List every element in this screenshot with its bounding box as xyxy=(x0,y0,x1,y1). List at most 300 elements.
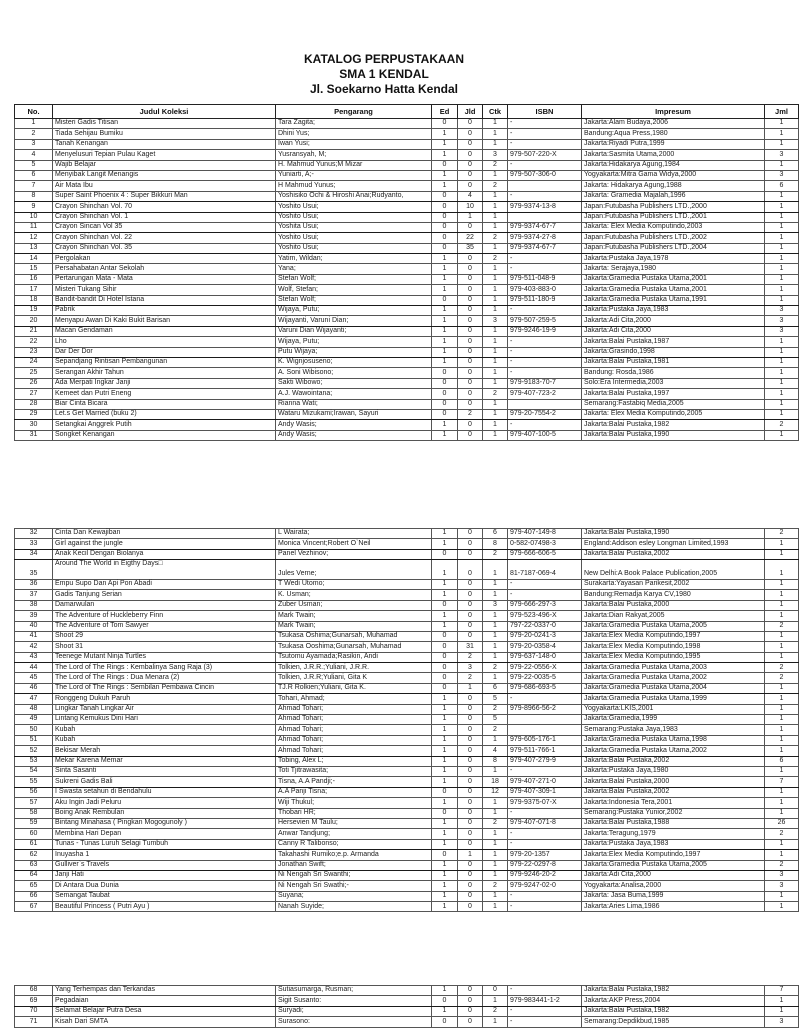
cell-no: 35 xyxy=(15,560,53,580)
cell-impresum: Jakarta:Sasmita Utama,2000 xyxy=(582,150,765,160)
cell-jml: 6 xyxy=(765,756,799,766)
cell-impresum: Jakarta:Adi Cita,2000 xyxy=(582,870,765,880)
cell-no: 16 xyxy=(15,274,53,284)
cell-jld: 0 xyxy=(458,368,483,378)
cell-ctk: 6 xyxy=(483,529,508,539)
cell-impresum: Yogyakarta:Analisa,2000 xyxy=(582,881,765,891)
cell-jld: 2 xyxy=(458,652,483,662)
cell-impresum: Jakarta:Gramedia Pustaka Utama,2001 xyxy=(582,285,765,295)
cell-jld: 0 xyxy=(458,160,483,170)
cell-judul-koleksi: Gadis Tanjung Serian xyxy=(53,590,276,600)
cell-jml: 7 xyxy=(765,777,799,787)
cell-pengarang: Ahmad Tohari; xyxy=(276,715,432,725)
cell-ed: 0 xyxy=(432,233,458,243)
cell-ed: 1 xyxy=(432,611,458,621)
table-row xyxy=(15,860,799,870)
cell-jld: 0 xyxy=(458,839,483,849)
cell-pengarang: Monica Vincent;Robert O`Neil xyxy=(276,539,432,549)
cell-jml: 1 xyxy=(765,337,799,347)
column-header-isbn: ISBN xyxy=(508,105,582,119)
table-row xyxy=(15,694,799,704)
cell-impresum: Jakarta:Elex Media Komputindo,1997 xyxy=(582,631,765,641)
cell-ed: 0 xyxy=(432,996,458,1006)
cell-no: 36 xyxy=(15,579,53,589)
cell-pengarang: Ahmad Tohari; xyxy=(276,725,432,735)
cell-ctk: 1 xyxy=(483,139,508,149)
cell-pengarang: Wijayanti, Varuni Dian; xyxy=(276,316,432,326)
cell-ctk: 6 xyxy=(483,683,508,693)
cell-ctk: 1 xyxy=(483,652,508,662)
cell-impresum: Jakarta: Elex Media Komputindo,2003 xyxy=(582,222,765,232)
column-header-no: No. xyxy=(15,105,53,119)
cell-ctk: 1 xyxy=(483,808,508,818)
cell-impresum: Jakarta:Balai Pustaka,1982 xyxy=(582,1006,765,1016)
cell-judul-koleksi: Super Saint Phoenix 4 : Super Bikkuri Man xyxy=(53,191,276,201)
cell-isbn: - xyxy=(508,264,582,274)
cell-jld: 0 xyxy=(458,621,483,631)
cell-impresum: Japan:Futubasha Publishers LTD.,2004 xyxy=(582,243,765,253)
cell-isbn: 979-22-0297-8 xyxy=(508,860,582,870)
cell-judul-koleksi: Crayon Shinchan Vol. 35 xyxy=(53,243,276,253)
cell-no: 50 xyxy=(15,725,53,735)
cell-ed: 1 xyxy=(432,139,458,149)
cell-no: 25 xyxy=(15,368,53,378)
cell-impresum: Jakarta:Pustaka Jaya,1978 xyxy=(582,254,765,264)
cell-ed: 0 xyxy=(432,409,458,419)
cell-judul-koleksi: Kisah Dari SMTA xyxy=(53,1017,276,1027)
cell-ed: 0 xyxy=(432,212,458,222)
catalog-table-section-1 xyxy=(14,104,799,441)
cell-impresum: Jakarta:Balai Pustaka,1981 xyxy=(582,357,765,367)
cell-no: 12 xyxy=(15,233,53,243)
cell-impresum: Jakarta: Jasa Buma,1999 xyxy=(582,891,765,901)
cell-no: 68 xyxy=(15,986,53,996)
cell-judul-koleksi: Serangan Akhir Tahun xyxy=(53,368,276,378)
cell-jld: 0 xyxy=(458,274,483,284)
cell-jml: 1 xyxy=(765,642,799,652)
cell-ctk: 2 xyxy=(483,663,508,673)
cell-jld: 0 xyxy=(458,996,483,1006)
cell-ctk: 1 xyxy=(483,378,508,388)
cell-isbn: - xyxy=(508,1017,582,1027)
cell-ctk: 1 xyxy=(483,337,508,347)
table-row xyxy=(15,389,799,399)
document-title-block xyxy=(0,52,768,97)
cell-impresum: Jakarta:Balai Pustaka,1982 xyxy=(582,986,765,996)
cell-ctk: 1 xyxy=(483,347,508,357)
cell-isbn: 979-983441-1-2 xyxy=(508,996,582,1006)
cell-jld: 0 xyxy=(458,767,483,777)
cell-judul-koleksi: Teenege Mutant Ninja Turtles xyxy=(53,652,276,662)
cell-ed: 1 xyxy=(432,621,458,631)
cell-ctk: 1 xyxy=(483,430,508,440)
cell-pengarang: Andy Wasis; xyxy=(276,420,432,430)
cell-ctk: 2 xyxy=(483,389,508,399)
cell-ctk: 1 xyxy=(483,579,508,589)
cell-pengarang: Panel Vezhinov; xyxy=(276,549,432,559)
cell-ed: 0 xyxy=(432,600,458,610)
cell-ed: 1 xyxy=(432,902,458,912)
table-row xyxy=(15,829,799,839)
cell-pengarang: Yatim, Wildan; xyxy=(276,254,432,264)
cell-ed: 0 xyxy=(432,683,458,693)
cell-ctk: 1 xyxy=(483,202,508,212)
cell-ctk: 1 xyxy=(483,891,508,901)
cell-judul-koleksi: Semangat Taubat xyxy=(53,891,276,901)
cell-jld: 0 xyxy=(458,316,483,326)
column-header-ed: Ed xyxy=(432,105,458,119)
cell-pengarang: Jules Verne; xyxy=(276,560,432,580)
cell-ctk: 1 xyxy=(483,642,508,652)
cell-no: 22 xyxy=(15,337,53,347)
cell-impresum: Jakarta:Balai Pustaka,1997 xyxy=(582,389,765,399)
cell-ctk: 1 xyxy=(483,590,508,600)
cell-no: 59 xyxy=(15,818,53,828)
cell-judul-koleksi: Wajib Belajar xyxy=(53,160,276,170)
cell-no: 56 xyxy=(15,787,53,797)
cell-pengarang: Ni Nengah Sri Swanthi; xyxy=(276,870,432,880)
cell-judul-koleksi: Sukreni Gadis Bali xyxy=(53,777,276,787)
cell-isbn: - xyxy=(508,694,582,704)
cell-pengarang: Tohari, Ahmad; xyxy=(276,694,432,704)
cell-judul-koleksi: Persahabatan Antar Sekolah xyxy=(53,264,276,274)
cell-no: 55 xyxy=(15,777,53,787)
cell-judul-koleksi: Lintang Kemukus Dini Hari xyxy=(53,715,276,725)
cell-ctk: 2 xyxy=(483,160,508,170)
cell-impresum: Jakarta:Balai Pustaka,1990 xyxy=(582,430,765,440)
cell-no: 51 xyxy=(15,735,53,745)
cell-pengarang: T Wedi Utomo; xyxy=(276,579,432,589)
cell-no: 45 xyxy=(15,673,53,683)
cell-no: 60 xyxy=(15,829,53,839)
cell-judul-koleksi: Cinta Dan Kewajiban xyxy=(53,529,276,539)
cell-pengarang: Tsukasa Ooshima;Gunarsah, Muhamad xyxy=(276,642,432,652)
cell-jml: 6 xyxy=(765,181,799,191)
cell-isbn xyxy=(508,181,582,191)
cell-pengarang: Tisna, A.A Pandji;- xyxy=(276,777,432,787)
table-row xyxy=(15,430,799,440)
cell-judul-koleksi: Around The World in Eigthy Days□ xyxy=(53,560,276,580)
cell-jld: 0 xyxy=(458,735,483,745)
cell-jml: 1 xyxy=(765,409,799,419)
table-row xyxy=(15,850,799,860)
cell-jld: 0 xyxy=(458,986,483,996)
cell-pengarang: Surasono: xyxy=(276,1017,432,1027)
cell-ed: 1 xyxy=(432,818,458,828)
cell-isbn: 81-7187-069-4 xyxy=(508,560,582,580)
cell-pengarang: Tsutomu Ayamada;Rasikin, Andi xyxy=(276,652,432,662)
cell-pengarang: Sigit Susanto: xyxy=(276,996,432,1006)
cell-ctk: 1 xyxy=(483,798,508,808)
cell-jld: 0 xyxy=(458,549,483,559)
cell-pengarang: K. Usman; xyxy=(276,590,432,600)
cell-ed: 1 xyxy=(432,337,458,347)
cell-judul-koleksi: Shoot 29 xyxy=(53,631,276,641)
cell-no: 29 xyxy=(15,409,53,419)
table-row xyxy=(15,767,799,777)
cell-isbn: - xyxy=(508,579,582,589)
cell-impresum: Bandung:Aqua Press,1980 xyxy=(582,129,765,139)
cell-no: 2 xyxy=(15,129,53,139)
cell-isbn: 0-582-07498-3 xyxy=(508,539,582,549)
cell-ctk: 1 xyxy=(483,306,508,316)
cell-ctk: 1 xyxy=(483,399,508,409)
cell-jld: 2 xyxy=(458,673,483,683)
cell-jml: 1 xyxy=(765,1006,799,1016)
cell-ctk: 1 xyxy=(483,560,508,580)
cell-isbn: 979-22-0556-X xyxy=(508,663,582,673)
cell-pengarang: Suyana; xyxy=(276,891,432,901)
cell-jml: 1 xyxy=(765,787,799,797)
cell-ctk: 1 xyxy=(483,631,508,641)
cell-no: 65 xyxy=(15,881,53,891)
cell-ctk: 3 xyxy=(483,316,508,326)
cell-ctk: 2 xyxy=(483,233,508,243)
cell-pengarang: A. Soni Wibisono; xyxy=(276,368,432,378)
cell-pengarang: A.A Panji Tisna; xyxy=(276,787,432,797)
cell-no: 23 xyxy=(15,347,53,357)
table-row xyxy=(15,357,799,367)
cell-ed: 0 xyxy=(432,1017,458,1027)
cell-ed: 1 xyxy=(432,986,458,996)
cell-isbn xyxy=(508,725,582,735)
cell-ctk: 3 xyxy=(483,600,508,610)
cell-ctk: 1 xyxy=(483,870,508,880)
cell-ctk: 1 xyxy=(483,996,508,1006)
table-row xyxy=(15,673,799,683)
cell-ed: 1 xyxy=(432,129,458,139)
cell-ed: 1 xyxy=(432,870,458,880)
cell-ctk: 8 xyxy=(483,756,508,766)
cell-impresum: Jakarta:Gramedia,1999 xyxy=(582,715,765,725)
cell-pengarang: Zuber Usman; xyxy=(276,600,432,610)
cell-impresum: Jakarta:Gramedia Pustaka Utama,2003 xyxy=(582,663,765,673)
cell-judul-koleksi: Di Antara Dua Dunia xyxy=(53,881,276,891)
cell-no: 38 xyxy=(15,600,53,610)
cell-impresum: Bandung:Remadja Karya CV,1980 xyxy=(582,590,765,600)
table-row xyxy=(15,222,799,232)
cell-impresum: Jakarta: Gramedia Majalah,1996 xyxy=(582,191,765,201)
cell-ed: 1 xyxy=(432,539,458,549)
cell-ed: 1 xyxy=(432,746,458,756)
cell-jld: 0 xyxy=(458,337,483,347)
cell-judul-koleksi: Girl against the jungle xyxy=(53,539,276,549)
cell-ctk: 1 xyxy=(483,274,508,284)
cell-impresum: Japan:Futubasha Publishers LTD.,2001 xyxy=(582,212,765,222)
cell-jld: 0 xyxy=(458,808,483,818)
cell-jld: 0 xyxy=(458,420,483,430)
cell-judul-koleksi: Dar Der Dor xyxy=(53,347,276,357)
cell-jml: 1 xyxy=(765,579,799,589)
cell-isbn: 979-9375-07-X xyxy=(508,798,582,808)
cell-ed: 1 xyxy=(432,430,458,440)
cell-jld: 0 xyxy=(458,715,483,725)
cell-jml: 1 xyxy=(765,191,799,201)
cell-impresum: Japan:Futubasha Publishers LTD.,2000 xyxy=(582,202,765,212)
cell-jld: 0 xyxy=(458,756,483,766)
cell-jld: 0 xyxy=(458,129,483,139)
table-row xyxy=(15,368,799,378)
cell-impresum: Jakarta:Gramedia Pustaka Utama,2002 xyxy=(582,746,765,756)
cell-jld: 0 xyxy=(458,902,483,912)
cell-impresum: Japan:Futubasha Publishers LTD.,2002 xyxy=(582,233,765,243)
cell-jml: 1 xyxy=(765,119,799,129)
cell-ed: 1 xyxy=(432,756,458,766)
table-header-row xyxy=(15,105,799,119)
cell-judul-koleksi: Empu Supo Dan Api Pon Abadi xyxy=(53,579,276,589)
cell-ctk: 1 xyxy=(483,243,508,253)
cell-jml: 1 xyxy=(765,746,799,756)
cell-ed: 1 xyxy=(432,254,458,264)
table-row xyxy=(15,642,799,652)
cell-isbn: 979-407-271-0 xyxy=(508,777,582,787)
cell-judul-koleksi: Menyapu Awan Di Kaki Bukit Barisan xyxy=(53,316,276,326)
cell-pengarang: Ahmad Tohari; xyxy=(276,746,432,756)
table-row xyxy=(15,160,799,170)
cell-ctk: 1 xyxy=(483,1017,508,1027)
cell-ed: 1 xyxy=(432,829,458,839)
cell-jml: 2 xyxy=(765,829,799,839)
cell-jml: 1 xyxy=(765,389,799,399)
cell-isbn: 979-9374-27-8 xyxy=(508,233,582,243)
cell-jld: 0 xyxy=(458,326,483,336)
cell-jml: 1 xyxy=(765,850,799,860)
cell-ed: 1 xyxy=(432,326,458,336)
cell-impresum: Jakarta:Gramedia Pustaka Utama,1999 xyxy=(582,694,765,704)
cell-jld: 0 xyxy=(458,529,483,539)
table-row xyxy=(15,600,799,610)
cell-ed: 0 xyxy=(432,191,458,201)
cell-no: 6 xyxy=(15,170,53,180)
cell-impresum: Jakarta:Aries Lima,1986 xyxy=(582,902,765,912)
table-row xyxy=(15,663,799,673)
cell-isbn xyxy=(508,399,582,409)
cell-judul-koleksi: The Lord of The Rings : Sembilan Pembawa Cincin xyxy=(53,683,276,693)
cell-ctk: 1 xyxy=(483,357,508,367)
cell-ctk: 12 xyxy=(483,787,508,797)
cell-isbn: 979-22-0035-5 xyxy=(508,673,582,683)
cell-jld: 0 xyxy=(458,704,483,714)
cell-judul-koleksi: Bandit-bandit Di Hotel Istana xyxy=(53,295,276,305)
cell-ed: 0 xyxy=(432,642,458,652)
cell-judul-koleksi: Tanah Kenangan xyxy=(53,139,276,149)
cell-judul-koleksi: Misteri Gadis Titisan xyxy=(53,119,276,129)
cell-jld: 0 xyxy=(458,870,483,880)
cell-pengarang: Wiji Thukul; xyxy=(276,798,432,808)
cell-jml: 3 xyxy=(765,170,799,180)
cell-jld: 0 xyxy=(458,746,483,756)
cell-jld: 0 xyxy=(458,399,483,409)
cell-jml: 1 xyxy=(765,254,799,264)
cell-jml: 3 xyxy=(765,881,799,891)
cell-ctk: 1 xyxy=(483,420,508,430)
cell-ed: 1 xyxy=(432,1006,458,1016)
cell-jml: 2 xyxy=(765,529,799,539)
table-row xyxy=(15,787,799,797)
cell-no: 7 xyxy=(15,181,53,191)
cell-jml: 1 xyxy=(765,839,799,849)
cell-jld: 0 xyxy=(458,829,483,839)
cell-no: 19 xyxy=(15,306,53,316)
catalog-title: KATALOG PERPUSTAKAAN xyxy=(304,52,464,66)
table-row xyxy=(15,233,799,243)
cell-impresum: Jakarta:Teragung,1979 xyxy=(582,829,765,839)
cell-impresum: Jakarta:Riyadi Putra,1999 xyxy=(582,139,765,149)
table-row xyxy=(15,891,799,901)
cell-ctk: 1 xyxy=(483,368,508,378)
cell-ctk: 2 xyxy=(483,704,508,714)
cell-judul-koleksi: Kubah xyxy=(53,735,276,745)
cell-ctk: 2 xyxy=(483,881,508,891)
cell-jld: 10 xyxy=(458,202,483,212)
cell-pengarang: Wolf, Stefan; xyxy=(276,285,432,295)
cell-jml: 1 xyxy=(765,274,799,284)
cell-ctk: 1 xyxy=(483,285,508,295)
table-row xyxy=(15,870,799,880)
table-row xyxy=(15,378,799,388)
cell-impresum: Jakarta:Pustaka Jaya,1983 xyxy=(582,306,765,316)
cell-ctk: 1 xyxy=(483,767,508,777)
cell-jml: 1 xyxy=(765,611,799,621)
cell-no: 37 xyxy=(15,590,53,600)
cell-judul-koleksi: Menyelusuri Tepian Pulau Kaget xyxy=(53,150,276,160)
cell-jml: 1 xyxy=(765,725,799,735)
cell-jml: 1 xyxy=(765,233,799,243)
cell-impresum: Jakarta:Gramedia Pustaka Utama,2005 xyxy=(582,621,765,631)
cell-pengarang: Yoshito Usui; xyxy=(276,212,432,222)
cell-ed: 0 xyxy=(432,222,458,232)
cell-ed: 0 xyxy=(432,631,458,641)
table-row xyxy=(15,725,799,735)
table-row xyxy=(15,181,799,191)
cell-ed: 0 xyxy=(432,389,458,399)
cell-pengarang: Tobing, Alex L; xyxy=(276,756,432,766)
cell-jml: 3 xyxy=(765,316,799,326)
cell-ed: 1 xyxy=(432,891,458,901)
table-row xyxy=(15,212,799,222)
cell-pengarang: Stefan Wolf; xyxy=(276,274,432,284)
cell-isbn: 979-637-148-0 xyxy=(508,652,582,662)
table-row xyxy=(15,539,799,549)
table-row xyxy=(15,756,799,766)
cell-isbn: 979-507-259-5 xyxy=(508,316,582,326)
table-row xyxy=(15,621,799,631)
cell-isbn: 979-20-7554-2 xyxy=(508,409,582,419)
cell-jld: 0 xyxy=(458,357,483,367)
cell-jml: 1 xyxy=(765,715,799,725)
cell-jml: 3 xyxy=(765,306,799,316)
table-row xyxy=(15,274,799,284)
cell-isbn: - xyxy=(508,254,582,264)
cell-jml: 1 xyxy=(765,767,799,777)
cell-jld: 0 xyxy=(458,694,483,704)
cell-jld: 0 xyxy=(458,378,483,388)
cell-ed: 0 xyxy=(432,549,458,559)
cell-no: 26 xyxy=(15,378,53,388)
cell-no: 30 xyxy=(15,420,53,430)
table-row xyxy=(15,139,799,149)
cell-ctk: 4 xyxy=(483,746,508,756)
cell-jld: 0 xyxy=(458,181,483,191)
cell-isbn: 979-511-180-9 xyxy=(508,295,582,305)
cell-judul-koleksi: Pertarungan Mata - Mata xyxy=(53,274,276,284)
cell-ctk: 8 xyxy=(483,539,508,549)
cell-isbn: - xyxy=(508,839,582,849)
table-row xyxy=(15,746,799,756)
cell-impresum: Jakarta:Balai Pustaka,2002 xyxy=(582,787,765,797)
cell-pengarang: Putu Wijaya; xyxy=(276,347,432,357)
cell-pengarang: Yuniarti, A;- xyxy=(276,170,432,180)
